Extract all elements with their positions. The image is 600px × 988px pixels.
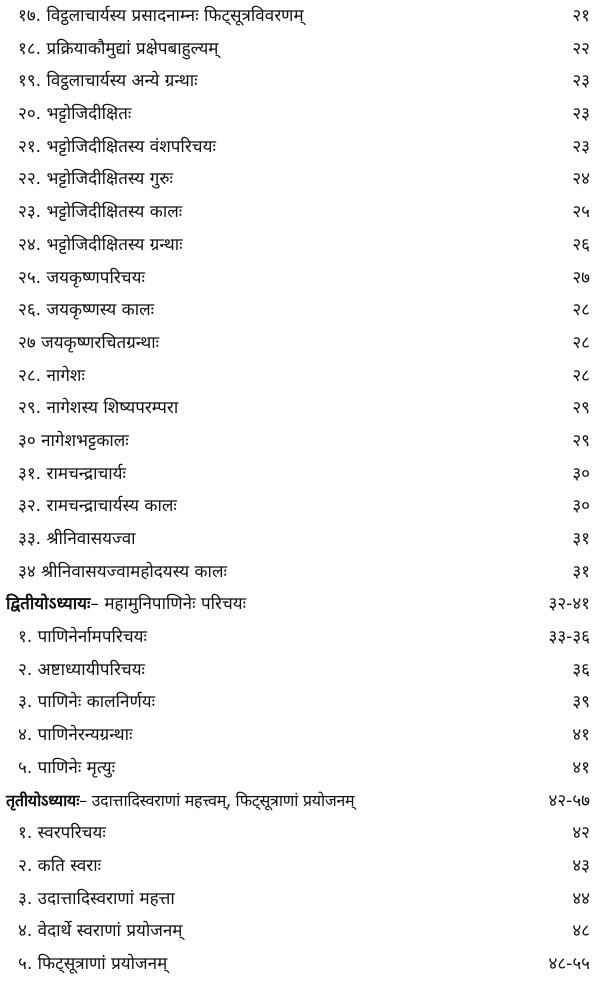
entry-title: ३४ श्रीनिवासयज्वामहोदयस्य कालः [18,561,227,582]
page-number: २३ [572,71,590,92]
chapter-heading: द्वितीयोऽध्यायः [6,594,91,615]
entry-title: २७ जयकृष्णरचितग्रन्थाः [18,332,160,353]
toc-entry [0,33,600,66]
toc-entry [0,98,600,131]
page-number: ४१ [572,757,590,778]
page-number: ३२-४१ [548,594,590,615]
chapter-title: – महामुनिपाणिनेः परिचयः [90,594,247,615]
entry-title: २०. भट्टोजिदीक्षितः [18,104,132,125]
toc-entry [0,523,600,556]
entry-title: २३. भट्टोजिदीक्षितस्य कालः [18,202,183,223]
page-number: २३ [572,136,590,157]
entry-title: ४. वेदार्थे स्वराणां प्रयोजनम् [18,921,183,942]
page-number: ३३-३६ [548,627,590,648]
toc-entry [0,817,600,850]
entry-title: १. पाणिनेर्नामपरिचयः [18,627,147,648]
page-number: ३१ [572,561,590,582]
page-number: २१ [572,6,590,26]
page-number: ३९ [572,692,590,713]
toc-entry [0,883,600,916]
entry-title: १८. प्रक्रियाकौमुद्यां प्रक्षेपबाहुल्यम् [18,38,219,59]
chapter-entry [0,785,600,818]
page-number: २८ [572,300,590,321]
toc-entry [0,719,600,752]
toc-entry [0,425,600,458]
page-number: ४२ [572,823,590,844]
toc-entry [0,458,600,491]
page-number: २२ [572,38,590,59]
toc-entry [0,654,600,687]
entry-title: ३२. रामचन्द्राचार्यस्य कालः [18,496,177,517]
toc-entry [0,948,600,981]
entry-title: १७. विट्ठलाचार्यस्य प्रसादनाम्नः फिट्सूत्रविवरणम् [18,6,304,26]
toc-entry [0,294,600,327]
entry-title: १९. विट्ठलाचार्यस्य अन्ये ग्रन्थाः [18,71,198,92]
entry-title: २५. जयकृष्णपरिचयः [18,267,145,288]
toc-entry [0,360,600,393]
entry-title: ३३. श्रीनिवासयज्वा [18,529,136,549]
page-number: २५ [572,202,590,223]
toc-entry [0,752,600,785]
entry-title: २. कति स्वराः [18,855,102,876]
entry-title: २९. नागेशस्य शिष्यपरम्परा [18,398,179,419]
toc-entry [0,392,600,425]
page-number: २६ [572,234,590,255]
page-number: २८ [572,365,590,386]
entry-title [6,588,246,621]
entry-title: ३१. रामचन्द्राचार्यः [18,463,126,484]
page-number: ३० [572,496,590,517]
page-number: २८ [572,332,590,353]
entry-title: २२. भट्टोजिदीक्षितस्य गुरुः [18,169,173,190]
toc-entry [0,490,600,523]
toc-entry [0,915,600,948]
page-number: ३० [572,463,590,484]
entry-title: ४. पाणिनेरन्यग्रन्थाः [18,725,133,746]
page-number: ४२-५७ [548,790,590,811]
toc-entry [0,686,600,719]
toc-entry [0,163,600,196]
toc-entry [0,850,600,883]
entry-title: ५. फिट्सूत्राणां प्रयोजनम् [18,953,168,974]
toc-entry [0,65,600,98]
page-number: ४३ [572,855,590,876]
toc-entry [0,229,600,262]
chapter-heading: तृतीयोऽध्यायः [6,790,80,810]
toc-entry [0,262,600,295]
page-number: २७ [572,267,590,288]
toc-entry [0,556,600,589]
page-number: २९ [572,398,590,419]
entry-title: २८. नागेशः [18,365,85,386]
toc-entry [0,621,600,654]
page-number: ३६ [572,659,590,680]
entry-title [6,785,354,818]
toc-entry [0,327,600,360]
entry-title: ३. उदात्तादिस्वराणां महत्ता [18,888,175,909]
entry-title: २४. भट्टोजिदीक्षितस्य ग्रन्थाः [18,234,183,255]
page-number: ३१ [572,529,590,549]
page-number: ४४ [572,888,590,909]
page-number: ४८ [572,921,590,942]
entry-title: ३. पाणिनेः कालनिर्णयः [18,692,156,713]
chapter-title: – उदात्तादिस्वराणां महत्त्वम्, फिट्सूत्राणां प्रयोजनम् [79,790,355,810]
page-number: २३ [572,104,590,125]
entry-title: २. अष्टाध्यायीपरिचयः [18,659,145,680]
toc-entry [0,0,600,33]
toc-entry [0,196,600,229]
entry-title: ३० नागेशभट्टकालः [18,430,129,451]
entry-title: ५. पाणिनेः मृत्युः [18,757,116,778]
page-number: २९ [572,430,590,451]
chapter-entry [0,588,600,621]
page-number: ४८-५५ [548,953,590,974]
page-number: २४ [572,169,590,190]
entry-title: २१. भट्टोजिदीक्षितस्य वंशपरिचयः [18,136,216,157]
page-number: ४१ [572,725,590,746]
entry-title: १. स्वरपरिचयः [18,823,106,844]
toc-entry [0,131,600,164]
entry-title: २६. जयकृष्णस्य कालः [18,300,155,321]
